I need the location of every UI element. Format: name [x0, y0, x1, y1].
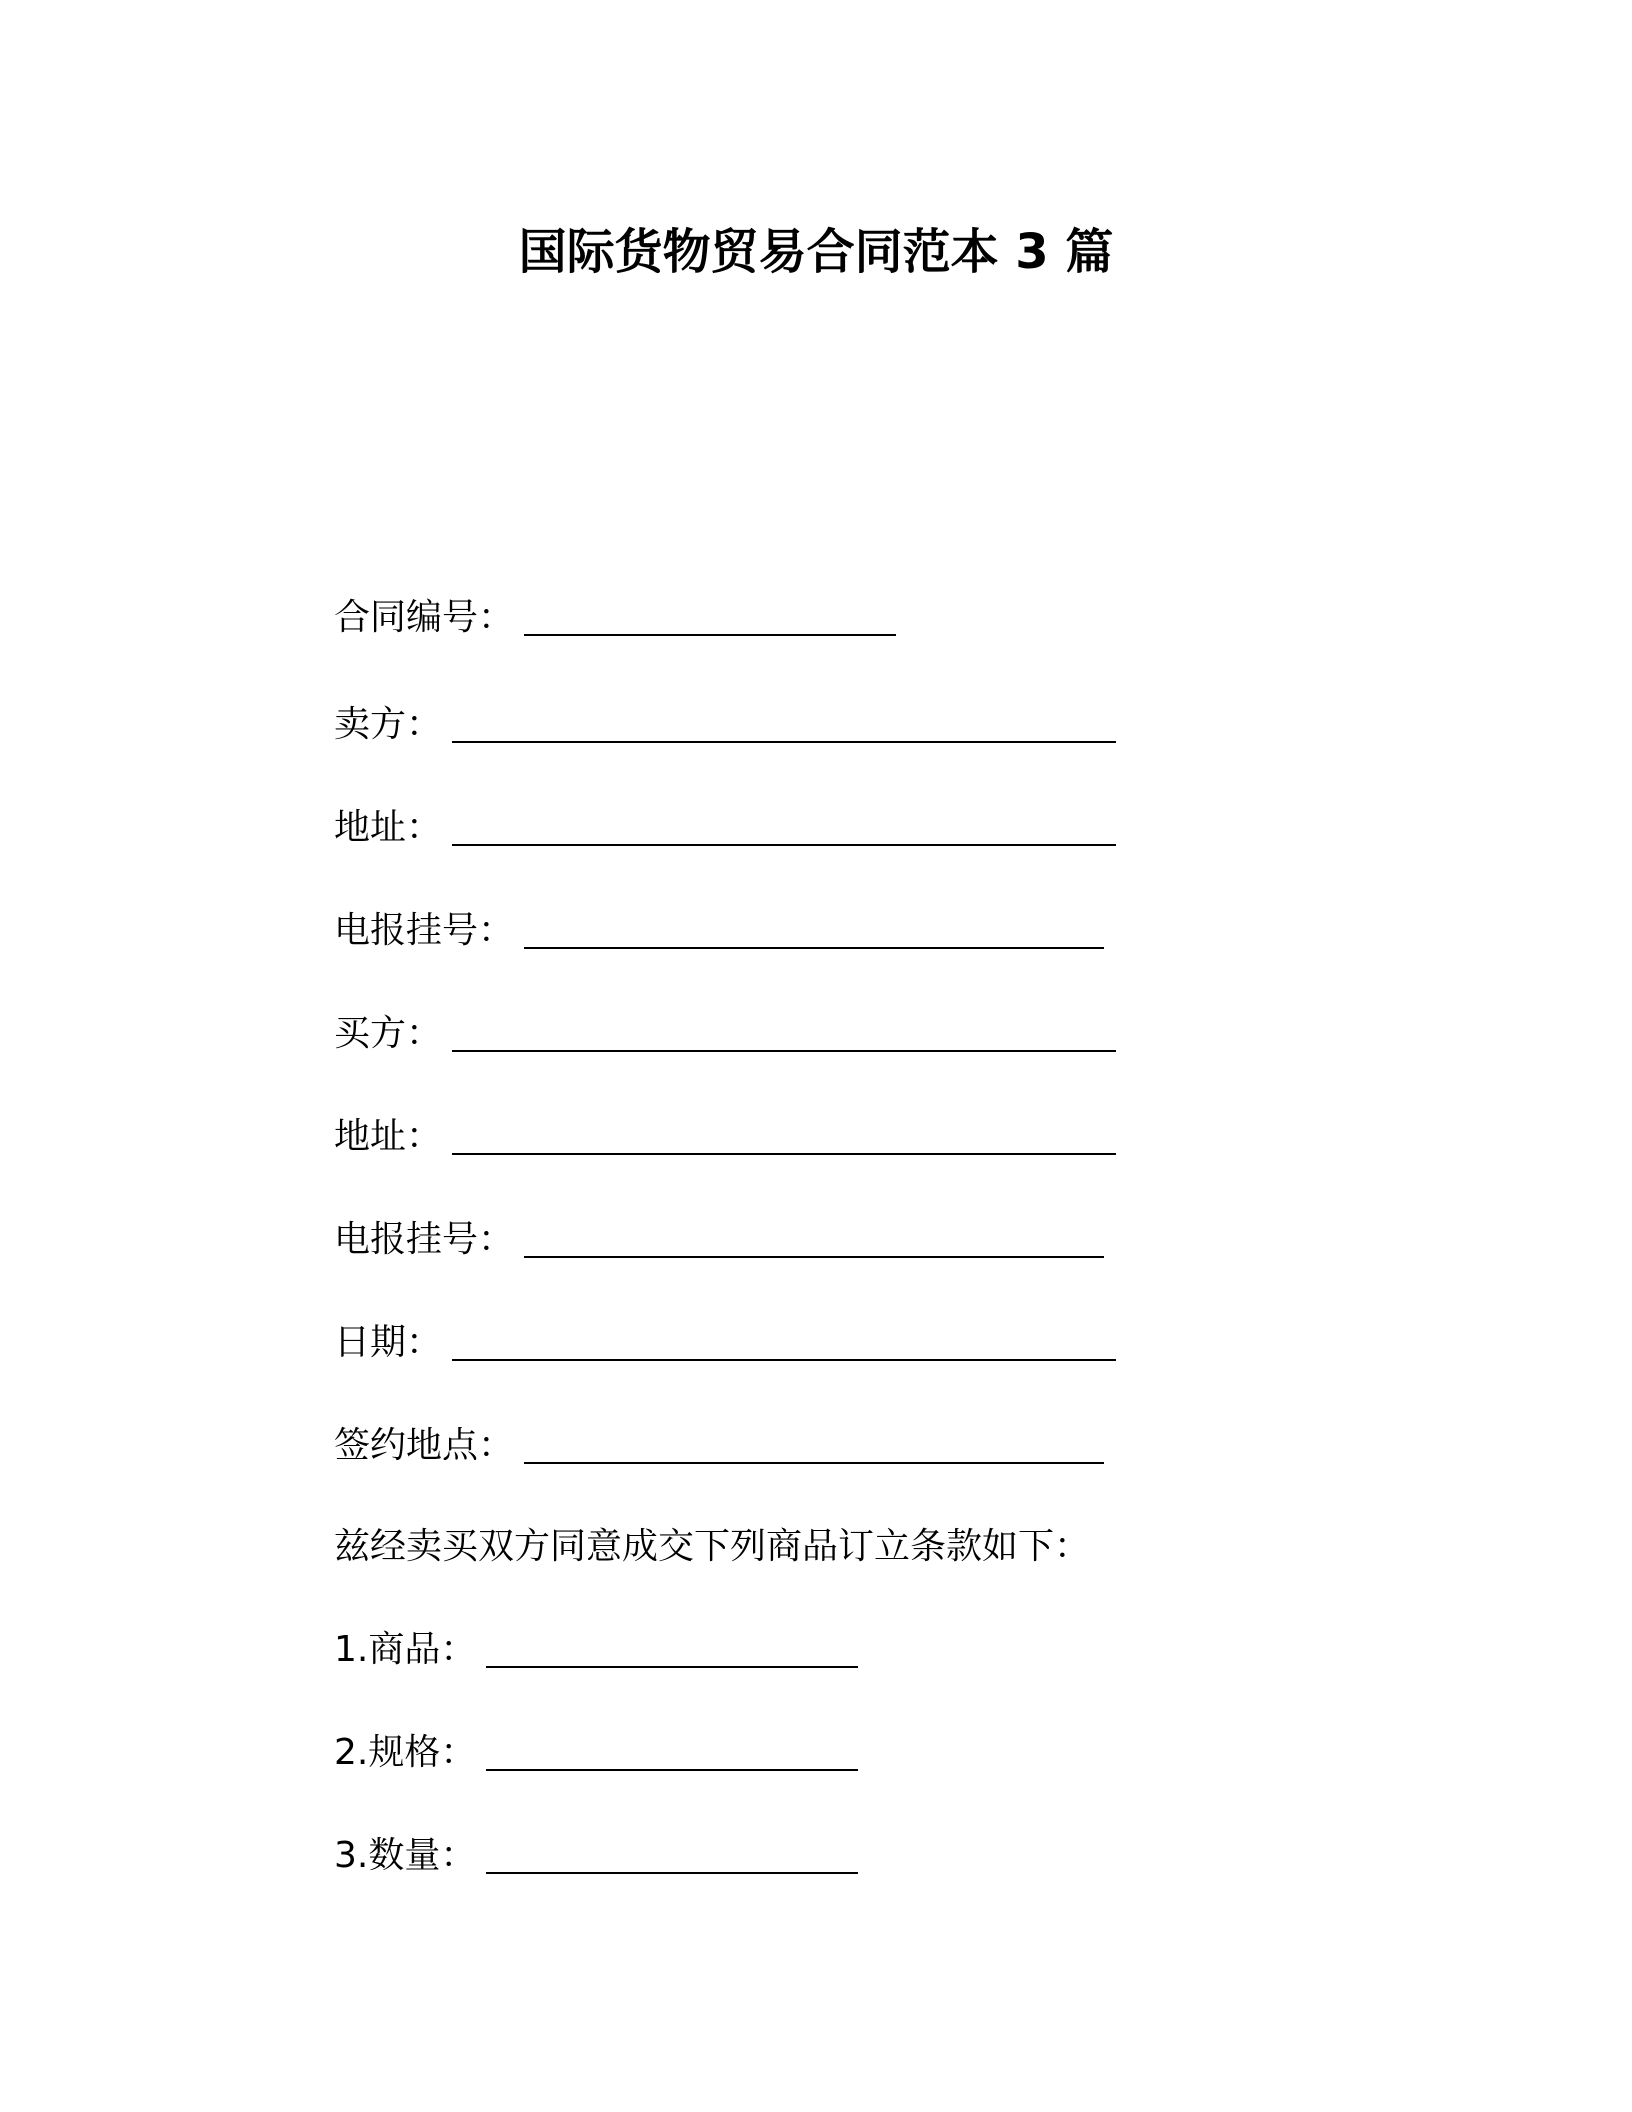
item-label: 3.数量：: [334, 1835, 477, 1876]
fill-in-blank: [524, 1220, 1104, 1258]
field-label: 合同编号：: [334, 597, 515, 638]
date-line: [334, 1321, 1116, 1365]
fill-in-blank: [524, 1426, 1104, 1464]
fill-in-blank: [486, 1733, 858, 1771]
contract-number-line: [334, 596, 896, 640]
fill-in-blank: [452, 705, 1116, 743]
buyer-line: [334, 1012, 1116, 1056]
field-label: 卖方：: [334, 704, 443, 745]
fill-in-blank: [524, 598, 896, 636]
fill-in-blank: [452, 808, 1116, 846]
item-label: 2.规格：: [334, 1732, 477, 1773]
item-specification-line: [334, 1731, 858, 1775]
fill-in-blank: [452, 1323, 1116, 1361]
item-quantity-line: [334, 1834, 858, 1878]
field-label: 日期：: [334, 1322, 443, 1363]
field-label: 买方：: [334, 1013, 443, 1054]
intro-text: 兹经卖买双方同意成交下列商品订立条款如下：: [334, 1526, 1091, 1567]
signing-place-line: [334, 1424, 1104, 1468]
fill-in-blank: [452, 1117, 1116, 1155]
intro-paragraph: [334, 1525, 1090, 1569]
field-label: 电报挂号：: [334, 1219, 515, 1260]
buyer-address-line: [334, 1115, 1116, 1159]
seller-cable-line: [334, 909, 1104, 953]
field-label: 地址：: [334, 1116, 443, 1157]
item-label: 1.商品：: [334, 1629, 477, 1670]
fill-in-blank: [486, 1630, 858, 1668]
fill-in-blank: [524, 911, 1104, 949]
item-commodity-line: [334, 1628, 858, 1672]
seller-line: [334, 703, 1116, 747]
fill-in-blank: [452, 1014, 1116, 1052]
document-title: 国际货物贸易合同范本 3 篇: [518, 224, 1114, 280]
buyer-cable-line: [334, 1218, 1104, 1262]
field-label: 电报挂号：: [334, 910, 515, 951]
fill-in-blank: [486, 1836, 858, 1874]
field-label: 地址：: [334, 807, 443, 848]
field-label: 签约地点：: [334, 1425, 515, 1466]
seller-address-line: [334, 806, 1116, 850]
